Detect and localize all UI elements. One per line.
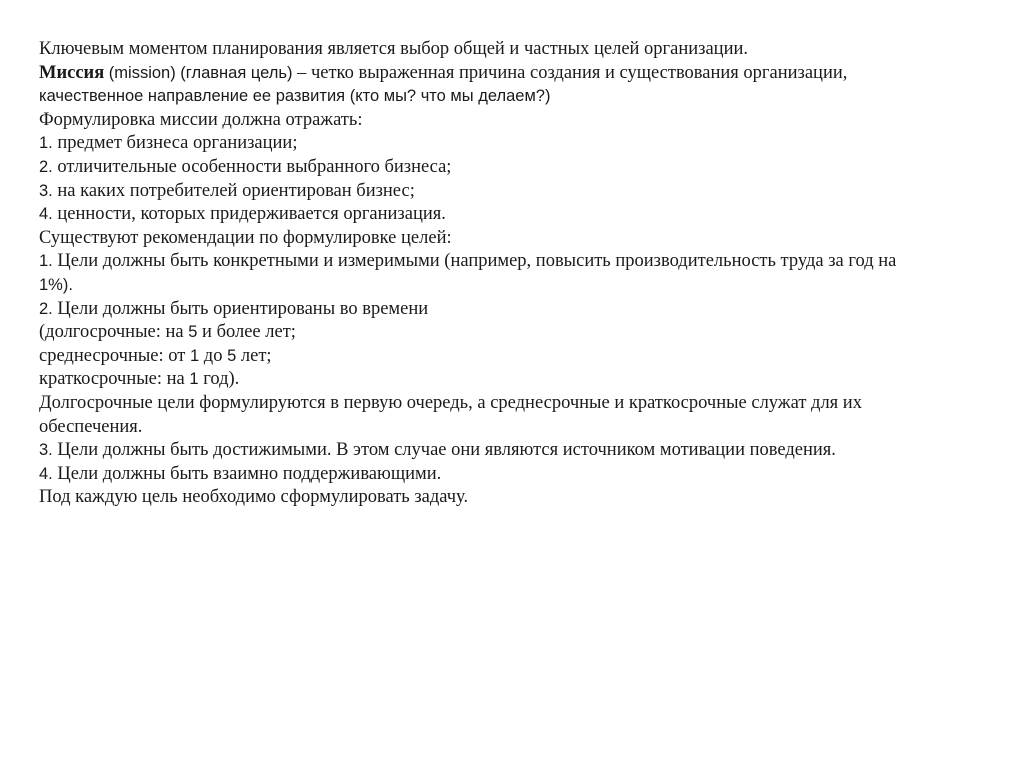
mission-term: Миссия (39, 62, 105, 83)
list-item: 1. Цели должны быть конкретными и измеримыми (например, повысить производительность труда за год на (39, 251, 897, 272)
text-line-1: Ключевым моментом планирования является выбор общей и частных целей организации. (39, 39, 748, 59)
text-line-20: Под каждую цель необходимо сформулировать задачу. (39, 487, 469, 508)
list-item: 3. Цели должны быть достижимыми. В этом случае они являются источником мотивации поведения. (39, 440, 836, 461)
list-item: 2. отличительные особенности выбранного бизнеса; (39, 156, 452, 177)
text-line-3: качественное направление ее развития (кто мы? что мы делаем?) (39, 87, 551, 106)
text-line-4: Формулировка миссии должна отражать: (39, 109, 363, 130)
time-horizon-line: краткосрочные: на 1 год). (39, 369, 240, 390)
list-item-continuation: 1%). (39, 275, 73, 294)
list-item: 1. предмет бизнеса организации; (39, 133, 298, 154)
mission-definition-line: Миссия (mission) (главная цель) – четко выраженная причина создания и существования организации, (39, 62, 848, 83)
document-body (39, 38, 999, 510)
time-horizon-line: (долгосрочные: на 5 и более лет; (39, 322, 296, 343)
text-line-16: Долгосрочные цели формулируются в первую очередь, а среднесрочные и краткосрочные служат для их (39, 392, 862, 413)
list-item: 2. Цели должны быть ориентированы во времени (39, 298, 429, 319)
list-item: 4. Цели должны быть взаимно поддерживающими. (39, 463, 442, 484)
list-item: 3. на каких потребителей ориентирован бизнес; (39, 180, 415, 201)
text-line-17: обеспечения. (39, 416, 143, 437)
time-horizon-line: среднесрочные: от 1 до 5 лет; (39, 345, 272, 366)
text-line-9: Существуют рекомендации по формулировке целей: (39, 227, 452, 248)
list-item: 4. ценности, которых придерживается организация. (39, 204, 446, 225)
